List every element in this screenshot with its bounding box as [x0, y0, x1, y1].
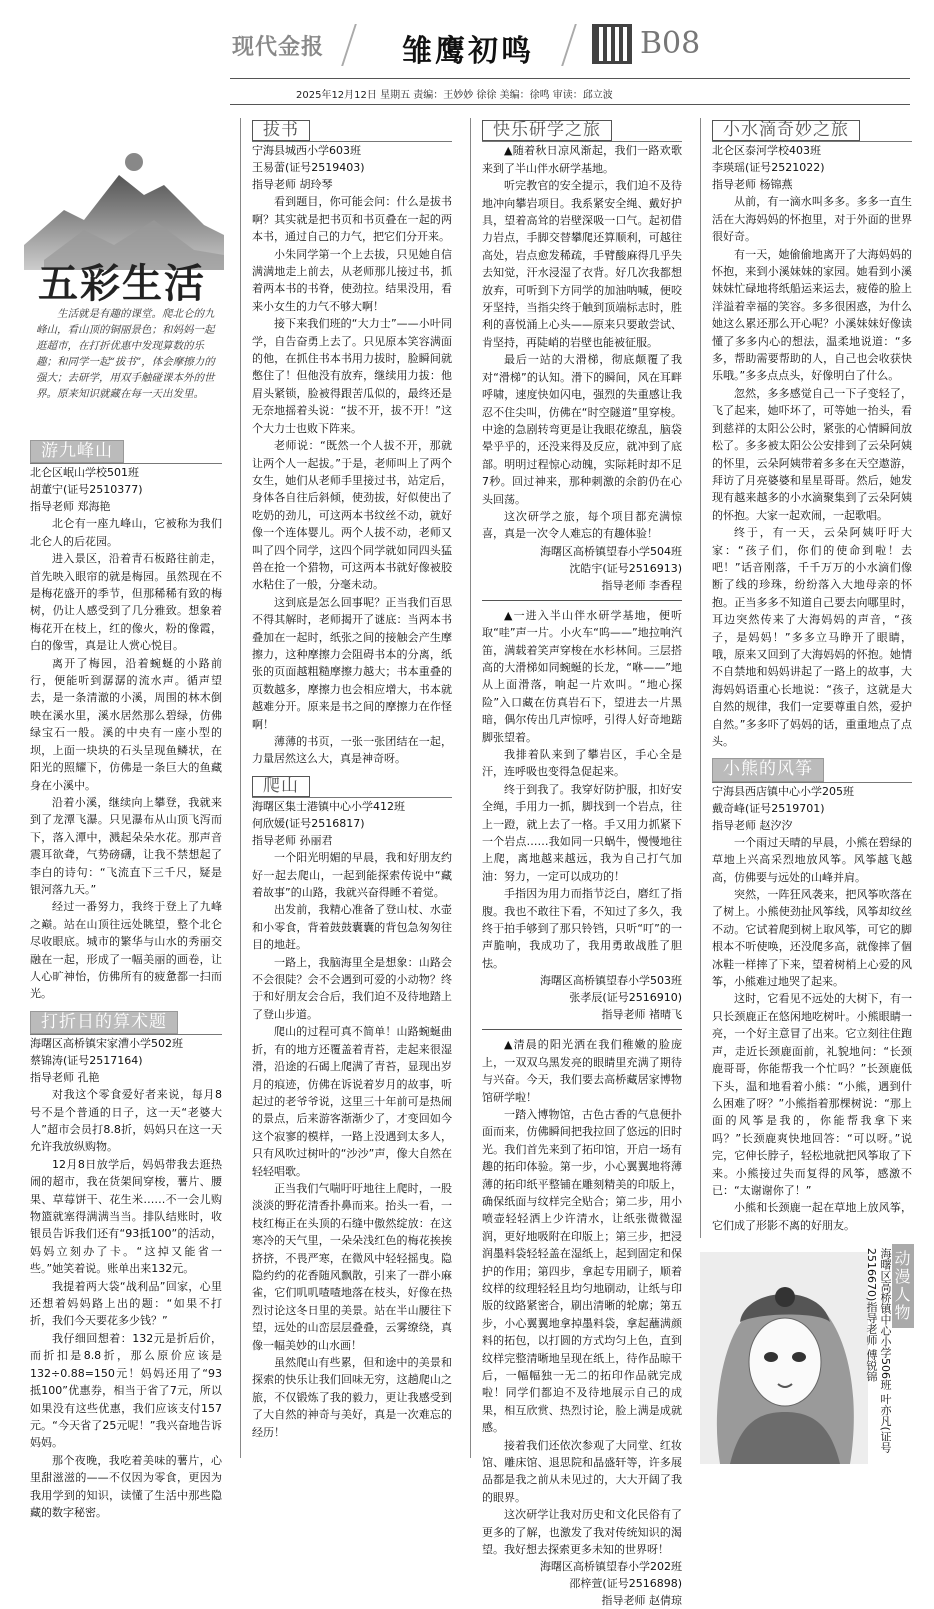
feature-title: 五彩生活 — [38, 260, 206, 307]
article-bashu — [252, 120, 452, 768]
column-rule — [470, 118, 471, 1458]
signature-teacher: 指导老师 赵倩琼 — [601, 1594, 682, 1608]
paragraph: 手指因为用力而指节泛白，磨红了指腹。我也不敢往下看，不知过了多久，我终于拍手够到了那只铃铛，只听“叮”的一声脆响，我成功了，我用勇敢战胜了胆怯。 — [482, 887, 682, 970]
study-trip-1 — [482, 142, 682, 593]
school: 海曙区集士港镇中心小学412班 — [252, 800, 405, 814]
paragraph: 这次研学之旅，每个项目都充满惊喜，真是一次令人难忘的有趣体验！ — [482, 509, 682, 541]
article-title: 打折日的算术题 — [30, 1011, 178, 1034]
paragraph: 一踏入博物馆，古色古香的气息便扑面而来，仿佛瞬间把我拉回了悠远的旧时光。我们首先来到了拓印馆，开启一场有趣的拓印体验。第一步，小心翼翼地将薄薄的拓印纸平整铺在雕刻精美的印版上，确保纸面与纹样完全贴合；第二步，用小喷壶轻轻洒上少许清水，让纸张微微湿润，更好地吸附在印版上；第三步，把浸润墨料袋轻轻盖在湿纸上，起到固定和保护的作用；第四步，拿起专用刷子，顺着纹样的纹理轻轻且均匀地刷动，让纸与印版的纹路紧密合，刷出清晰的轮廓；第五步，小心翼翼地拿掉墨料袋，拿起蘸满颜料的拓包，以打圆的方式均匀上色，直到纹样完整清晰地呈现在纸上，待作品晾干后，一幅幅独一无二的拓印作品就完成啦！同学们都迫不及待地展示自己的成果，相互欣赏、热烈讨论，脸上满是成就感。 — [482, 1107, 682, 1435]
paragraph: 这到底是怎么回事呢？正当我们百思不得其解时，老师揭开了谜底：当两本书叠加在一起时，纸张之间的接触会产生摩擦力，这种摩擦力会阻碍书本的分离，纸张的页面越粗糙摩擦力越大；书本重叠的页数越多，摩擦力也会相应增大，书本就越难分开。原来是书之间的摩擦力在作怪啊！ — [252, 595, 452, 731]
article-title: 动漫人物 — [892, 1244, 914, 1328]
paragraph: 小熊和长颈鹿一起在草地上放风筝，它们成了形影不离的好朋友。 — [712, 1201, 912, 1232]
signature-author: 沈皓宇(证号2516913) — [569, 561, 682, 575]
teacher: 指导老师 胡玲琴 — [252, 178, 333, 192]
paragraph: 一个阳光明媚的早晨，我和好朋友约好一起去爬山，一起到能探索传说中“藏着故事”的山路，我就兴奋得睡不着觉。 — [252, 851, 452, 900]
paragraph: 听完教官的安全提示，我们迫不及待地冲向攀岩项目。我系紧安全绳、戴好护具，望着高耸的岩壁深吸一口气。起初借力岩点，手脚交替攀爬还算顺利，可越往高处，岩点愈发稀疏，手臂酸麻得几乎失去知觉，汗水浸湿了衣背。好几次我都想放弃，可听到下方同学的加油呐喊，便咬牙坚持，当指尖终于触到顶端标志时，胜利的喜悦涌上心头——原来只要敢尝试、肯坚持，再陡峭的岩壁也能被征服。 — [482, 179, 682, 349]
teacher: 指导老师 郑海艳 — [30, 500, 111, 514]
article-title: 快乐研学之旅 — [482, 120, 612, 141]
paragraph: 北仑有一座九峰山，它被称为我们北仑人的后花园。 — [30, 517, 222, 548]
article-title: 小水滴奇妙之旅 — [712, 120, 860, 141]
paragraph: 经过一番努力，我终于登上了九峰之巅。站在山顶往远处眺望，整个北仑尽收眼底。城市的繁华与山水的秀丽交融在一起，形成了一幅美丽的画卷，让人心旷神怡，仿佛所有的疲惫都一扫而光。 — [30, 900, 222, 1001]
paragraph: 12月8日放学后，妈妈带我去逛热闹的超市，我在货架间穿梭，薯片、腰果、草莓饼干、花生米……不一会儿购物篮就塞得满满当当。排队结账时，收银员告诉我们还有“93抵100”的活动，妈妈立刻办了卡。“这掉又能省一些。”她笑着说。账单出来132元。 — [30, 1157, 222, 1276]
header-rule — [230, 104, 910, 105]
paragraph: 终于到我了。我穿好防护服，扣好安全绳，手用力一抓，脚找到一个岩点，往上一蹬，就上去了一格。手又用力抓紧下一个岩点……我如同一只蜗牛，慢慢地往上爬，离地越来越远，我为自己打气加油：努力，一定可以成功的！ — [482, 782, 682, 883]
paragraph: 终于，有一天，云朵阿姨吁吁大家：“孩子们，你们的使命到啦！去吧！”话音刚落，千千万万的小水滴们像断了线的珍珠，纷纷落入大地母亲的怀抱。正当多多不知道自己要去向哪里时，耳边突然传来了大海妈妈的声音，“孩子，是妈妈！”多多立马睁开了眼睛，哦，原来又回到了大海妈妈的怀抱。她情不自禁地和妈妈讲起了一路上的故事，大海妈妈语重心长地说：“孩子，这就是大自然的规律，我们一定要尊重自然，爱护自然。”多多吓了妈妈的话，重重地点了点头。 — [712, 526, 912, 748]
paragraph: 接着我们还依次参观了大同堂、红妆馆、雕床馆、退思院和晶盛轩等，许多展品都是我之前从未见过的，大大开阔了我的眼界。 — [482, 1438, 682, 1504]
teacher: 指导老师 孙丽君 — [252, 834, 333, 848]
column-1 — [30, 440, 222, 1521]
article-title: 游九峰山 — [30, 440, 124, 463]
school: 北仑区岷山学校501班 — [30, 466, 139, 480]
paragraph: 正当我们气喘吁吁地往上爬时，一股淡淡的野花清香扑鼻而来。抬头一看，一枝红梅正在头顶的石缝中傲然绽放：在这寒冷的天气里，一朵朵浅红色的梅花挨挨挤挤，不畏严寒，在微风中轻轻摇曳。隐隐约约的花香随风飘散，引来了一群小麻雀，它们叽叽喳喳地落在枝头，好像在热烈讨论这冬日里的美景。站在半山腰往下望，远处的山峦层层叠叠，云雾缭绕，真像一幅美妙的山水画！ — [252, 1181, 452, 1352]
author: 蔡锦涛(证号2517164) — [30, 1054, 143, 1068]
divider — [482, 600, 682, 601]
paragraph: 我提着两大袋“战利品”回家，心里还想着妈妈路上出的题：“如果不打折，我们今天要花多少钱？” — [30, 1279, 222, 1328]
paragraph: ▲清晨的阳光洒在我们稚嫩的脸庞上，一双双乌黑发亮的眼睛里充满了期待与兴奋。今天，我们要去高桥藏居家博物馆研学啦！ — [482, 1038, 682, 1104]
column-2 — [252, 120, 452, 1441]
school: 宁海县城西小学603班 — [252, 144, 361, 158]
header-rule — [230, 78, 910, 79]
paragraph: 有一天，她偷偷地离开了大海妈妈的怀抱，来到小溪妹妹的家园。她看到小溪妹妹忙碌地将纸船运来运去，疲倦的脸上洋溢着幸福的笑容。多多很困惑，为什么她这么累还那么开心呢？小溪妹妹好像读懂了多多内心的想法，温柔地说道：“多多，帮助需要帮助的人，自己也会收获快乐哦。”多多点点头，好像明白了什么。 — [712, 247, 912, 383]
paragraph: 一个雨过天晴的早晨，小熊在碧绿的草地上兴高采烈地放风筝。风筝越飞越高，仿佛要与远处的山峰并肩。 — [712, 835, 912, 884]
paragraph: 突然，一阵狂风袭来，把风筝吹落在了树上。小熊使劲扯风筝线，风筝却纹丝不动。它试着爬到树上取风筝，可它的脚根本不听使唤，还没爬多高，就像摔了個冰鞋一样摔了下来，望着树梢上心爱的风筝，小熊难过地哭了起来。 — [712, 888, 912, 989]
column-rule — [240, 118, 241, 1458]
column-3 — [482, 120, 682, 1609]
paragraph: 离开了梅园，沿着蜿蜒的小路前行，便能听到潺潺的流水声。循声望去，是一条清澈的小溪，周围的林木倒映在溪水里，溪水居然那么碧绿，仿佛绿宝石一般。溪的中央有一座小型的坝，上面一块块的石头呈现鱼鳞状，在阳光的照耀下，仿佛是一条巨大的鱼藏身在小溪中。 — [30, 656, 222, 792]
school: 北仑区泰河学校403班 — [712, 144, 821, 158]
paragraph: 那个夜晚，我吃着美味的薯片，心里甜滋滋的——不仅因为零食，更因为我用学到的知识，读懂了生活中那些隐藏的数字秘密。 — [30, 1453, 222, 1519]
paragraph: 看到题目，你可能会问：什么是拔书啊？其实就是把书页和书页叠在一起的两本书，通过自己的力气，把它们分开来。 — [252, 195, 452, 244]
teacher: 指导老师 孔艳 — [30, 1071, 100, 1085]
anime-girl-drawing — [700, 1252, 868, 1464]
study-trip-3 — [482, 1036, 682, 1609]
paragraph: 从前，有一滴水叫多多。多多一直生活在大海妈妈的怀抱里，对于外面的世界很好奇。 — [712, 195, 912, 244]
divider — [482, 1029, 682, 1030]
signature-teacher: 指导老师 褚晴飞 — [601, 1008, 682, 1022]
signature-author: 张孝辰(证号2516910) — [569, 991, 682, 1005]
signature-school: 海曙区高桥镇望春小学503班 — [540, 974, 682, 988]
paragraph: 小朱同学第一个上去拔，只见她自信满满地走上前去，从老师那儿接过书，抓着两本书的书脊，使劲拉。结果没用，看来小女生的力气不够大啊！ — [252, 247, 452, 313]
anime-artwork — [700, 1244, 914, 1466]
signature-teacher: 指导老师 李香程 — [601, 578, 682, 592]
page-number: B08 — [640, 26, 701, 61]
paragraph: ▲一进入半山伴水研学基地，便听取“哇”声一片。小火车“呜——”地拉响汽笛，满载着笑声穿梭在水杉林间。三层搭高的大滑梯如同蜿蜒的长龙，“咻——”地从上面滑落，响起一片欢叫。“地心探险”入口藏在仿真岩石下，望进去一片黑暗，偶尔传出几声惊呼，引得人好奇地踮脚张望着。 — [482, 608, 682, 744]
column-4 — [712, 120, 912, 1234]
signature-school: 海曙区高桥镇望春小学202班 — [540, 1560, 682, 1574]
issue-info: 2025年12月12日 星期五 责编：王妙妙 徐徐 美编：徐鸣 审读：邱立波 — [296, 90, 613, 101]
paragraph: 进入景区，沿着青石板路往前走，首先映入眼帘的就是梅园。虽然现在不是梅花盛开的季节，但那稀稀有致的梅树，仍让人感受到了几分雅致。想象着梅花开在枝上，红的像火，粉的像霞，白的像雪，真是让人赏心悦目。 — [30, 552, 222, 653]
article-title: 爬山 — [252, 776, 310, 797]
paragraph: 出发前，我精心准备了登山杖、水壶和小零食，背着鼓鼓囊囊的背包急匆匆往目的地赶。 — [252, 903, 452, 952]
paragraph: 老师说：“既然一个人拔不开，那就让两个人一起拔。”于是，老师叫上了两个女生，她们从老师手里接过书，站定后，身体各自往后斜倾，使劲拔，好似使出了吃奶的劲儿，可这两本书纹丝不动，就好像一个连体婴儿。两个人拔不动，老师又叫了四个同学，这四个同学就如同四头猛兽在抢一个猎物，可这两本书就好像被胶水粘住了一般，分毫未动。 — [252, 439, 452, 592]
divider-slash — [561, 24, 595, 66]
paragraph: 爬山的过程可真不简单！山路蜿蜒曲折，有的地方还覆盖着青苔，走起来很湿滑，沿途的石碣上爬满了青苔，显现出岁月的痕迹，仿佛在诉说着岁月的故事，听起过的老爷爷说，这里三十年前可是热闹的景点，后来游客渐渐少了，才变回如今这个寂寥的模样，一路上没遇到太多人，只有风吹过树叶的“沙沙”声，像大自然在轻轻唱歌。 — [252, 1025, 452, 1178]
qr-code-icon — [592, 24, 632, 64]
signature-school: 海曙区高桥镇望春小学504班 — [540, 544, 682, 558]
paragraph: 虽然爬山有些累，但和途中的美景和探索的快乐让我们回味无穷，这趟爬山之旅，不仅锻炼了我的毅力，更让我感受到了大自然的神奇与美好，真是一次难忘的经历！ — [252, 1356, 452, 1439]
school: 宁海县西店镇中心小学205班 — [712, 784, 854, 798]
paragraph: 我排着队来到了攀岩区，手心全是汗，连呼吸也变得急促起来。 — [482, 748, 682, 779]
paragraph: 最后一站的大滑梯，彻底颠覆了我对“滑梯”的认知。滑下的瞬间，风在耳畔呼啸，速度快如闪电，强烈的失重感让我忍不住尖叫，仿佛在“时空隧道”里穿梭。中途的急剧转弯更是让我眼花缭乱，脑袋晕乎乎的，还没来得及反应，就冲到了底部。明明过程惊心动魄，实际耗时却不足7秒。回过神来，那种刺激的余韵仍在心头回荡。 — [482, 353, 682, 506]
paragraph: 我仔细回想着：132元是折后价，而折扣是8.8折，那么原价应该是132÷0.88=150元！妈妈还用了“93抵100”优惠券，相当于省了7元，所以如果没有这些优惠，我们应该支付157元。“今天省了25元呢！”我兴奋地告诉妈妈。 — [30, 1331, 222, 1450]
article-title: 拔书 — [252, 120, 310, 141]
article-title: 小熊的风筝 — [712, 758, 824, 781]
study-trip-2 — [482, 607, 682, 1024]
article-discount — [30, 1011, 222, 1522]
paragraph: 这次研学让我对历史和文化民俗有了更多的了解，也激发了我对传统知识的渴望。我好想去探索更多未知的世界呀！ — [482, 1508, 682, 1557]
paper-name: 现代金报 — [232, 34, 325, 60]
article-bear-kite — [712, 758, 912, 1234]
paragraph: 薄薄的书页，一张一张团结在一起，力量居然这么大，真是神奇呀。 — [252, 735, 452, 766]
paragraph: ▲随着秋日凉风渐起，我们一路欢歌来到了半山伴水研学基地。 — [482, 144, 682, 175]
divider-slash — [341, 24, 375, 66]
paragraph: 这时，它看见不远处的大树下，有一只长颈鹿正在悠闲地吃树叶。小熊眼睛一亮，一个好主意冒了出来。它立刻往住跑声，走近长颈鹿面前，礼貌地问：“长颈鹿哥哥，你能帮我一个忙吗？”长颈鹿低下头，温和地看着小熊：“小熊，遇到什么困难了呀？”小熊指着那棵树说：“那上面的风筝是我的，你能帮我拿下来吗？”长颈鹿爽快地回答：“可以呀。”说完，它伸长脖子，轻松地就把风筝取了下来。小熊接过失而复得的风筝，感激不已：“太谢谢你了！” — [712, 992, 912, 1197]
author: 胡董宁(证号2510377) — [30, 483, 143, 497]
signature-author: 邵梓萱(证号2516898) — [569, 1577, 682, 1591]
paragraph: 忽然，多多感觉自己一下子变轻了，飞了起来，她吓坏了，可等她一抬头，看到慈祥的太阳公公时，紧张的心情瞬间放松了。多多被太阳公公安排到了云朵阿姨的怀里，云朵阿姨带着多多在天空遨游，拜访了月亮婆婆和星星哥哥。然后，她发现有越来越多的小水滴聚集到了云朵阿姨的怀抱。大家一起欢闹，一起歌唱。 — [712, 386, 912, 522]
masthead — [0, 0, 934, 101]
article-waterdrop — [712, 120, 912, 750]
teacher: 指导老师 赵汐汐 — [712, 818, 793, 832]
column-rule — [700, 118, 701, 1238]
feature-lead: 生活就是有趣的课堂。爬北仑的九峰山，看山顶的铜丽景色；和妈妈一起逛超市，在打折优惠中发现算数的乐趣；和同学一起“拔书”，体会摩擦力的强大；去研学，用双手触碰课本外的世界。原来知识就藏在每一天出发里。 — [36, 308, 215, 400]
author: 王易蕾(证号2519403) — [252, 161, 365, 175]
school: 海曙区高桥镇宋家漕小学502班 — [30, 1037, 183, 1051]
section-title: 雏鹰初鸣 — [402, 34, 534, 69]
author: 戴奇峰(证号2519701) — [712, 801, 825, 815]
article-jiufeng — [30, 440, 222, 1003]
author: 何欣媛(证号2516817) — [252, 817, 365, 831]
anime-credit: 海曙区高桥镇中心小学506班 叶亦凡(证号2516670)指导老师 傅锐锦 — [865, 1248, 892, 1453]
paragraph: 沿着小溪，继续向上攀登，我就来到了龙潭飞瀑。只见瀑布从山顶飞泻而下，落入潭中，溅起朵朵水花。那声音震耳欲聋，气势磅礴，让我不禁想起了李白的诗句：“飞流直下三千尺，疑是银河落九天。” — [30, 795, 222, 896]
teacher: 指导老师 杨锦燕 — [712, 178, 793, 192]
paragraph: 接下来我们班的“大力士”——小叶同学，自告奋勇上去了。只见原本笑容满面的他，在抓住书本书用力拔时，脸瞬间就憋住了！但他没有放弃，继续用力拔：他眉头紧锁，脸被得跟苦瓜似的，最终还是无奈地摇着头说：“拔不开，拔不开！”这个大力士也败下阵来。 — [252, 317, 452, 435]
paragraph: 对我这个零食爱好者来说，每月8号不是个普通的日子，这一天“老婆大人”超市会员打8.8折，妈妈只在这一天允许我放纵购物。 — [30, 1088, 222, 1154]
article-pashan — [252, 776, 452, 1441]
author: 李瑛瑶(证号2521022) — [712, 161, 825, 175]
paragraph: 一路上，我脑海里全是想象：山路会不会很陡？会不会遇到可爱的小动物？终于和好朋友会合后，我们迫不及待地踏上了登山步道。 — [252, 955, 452, 1021]
